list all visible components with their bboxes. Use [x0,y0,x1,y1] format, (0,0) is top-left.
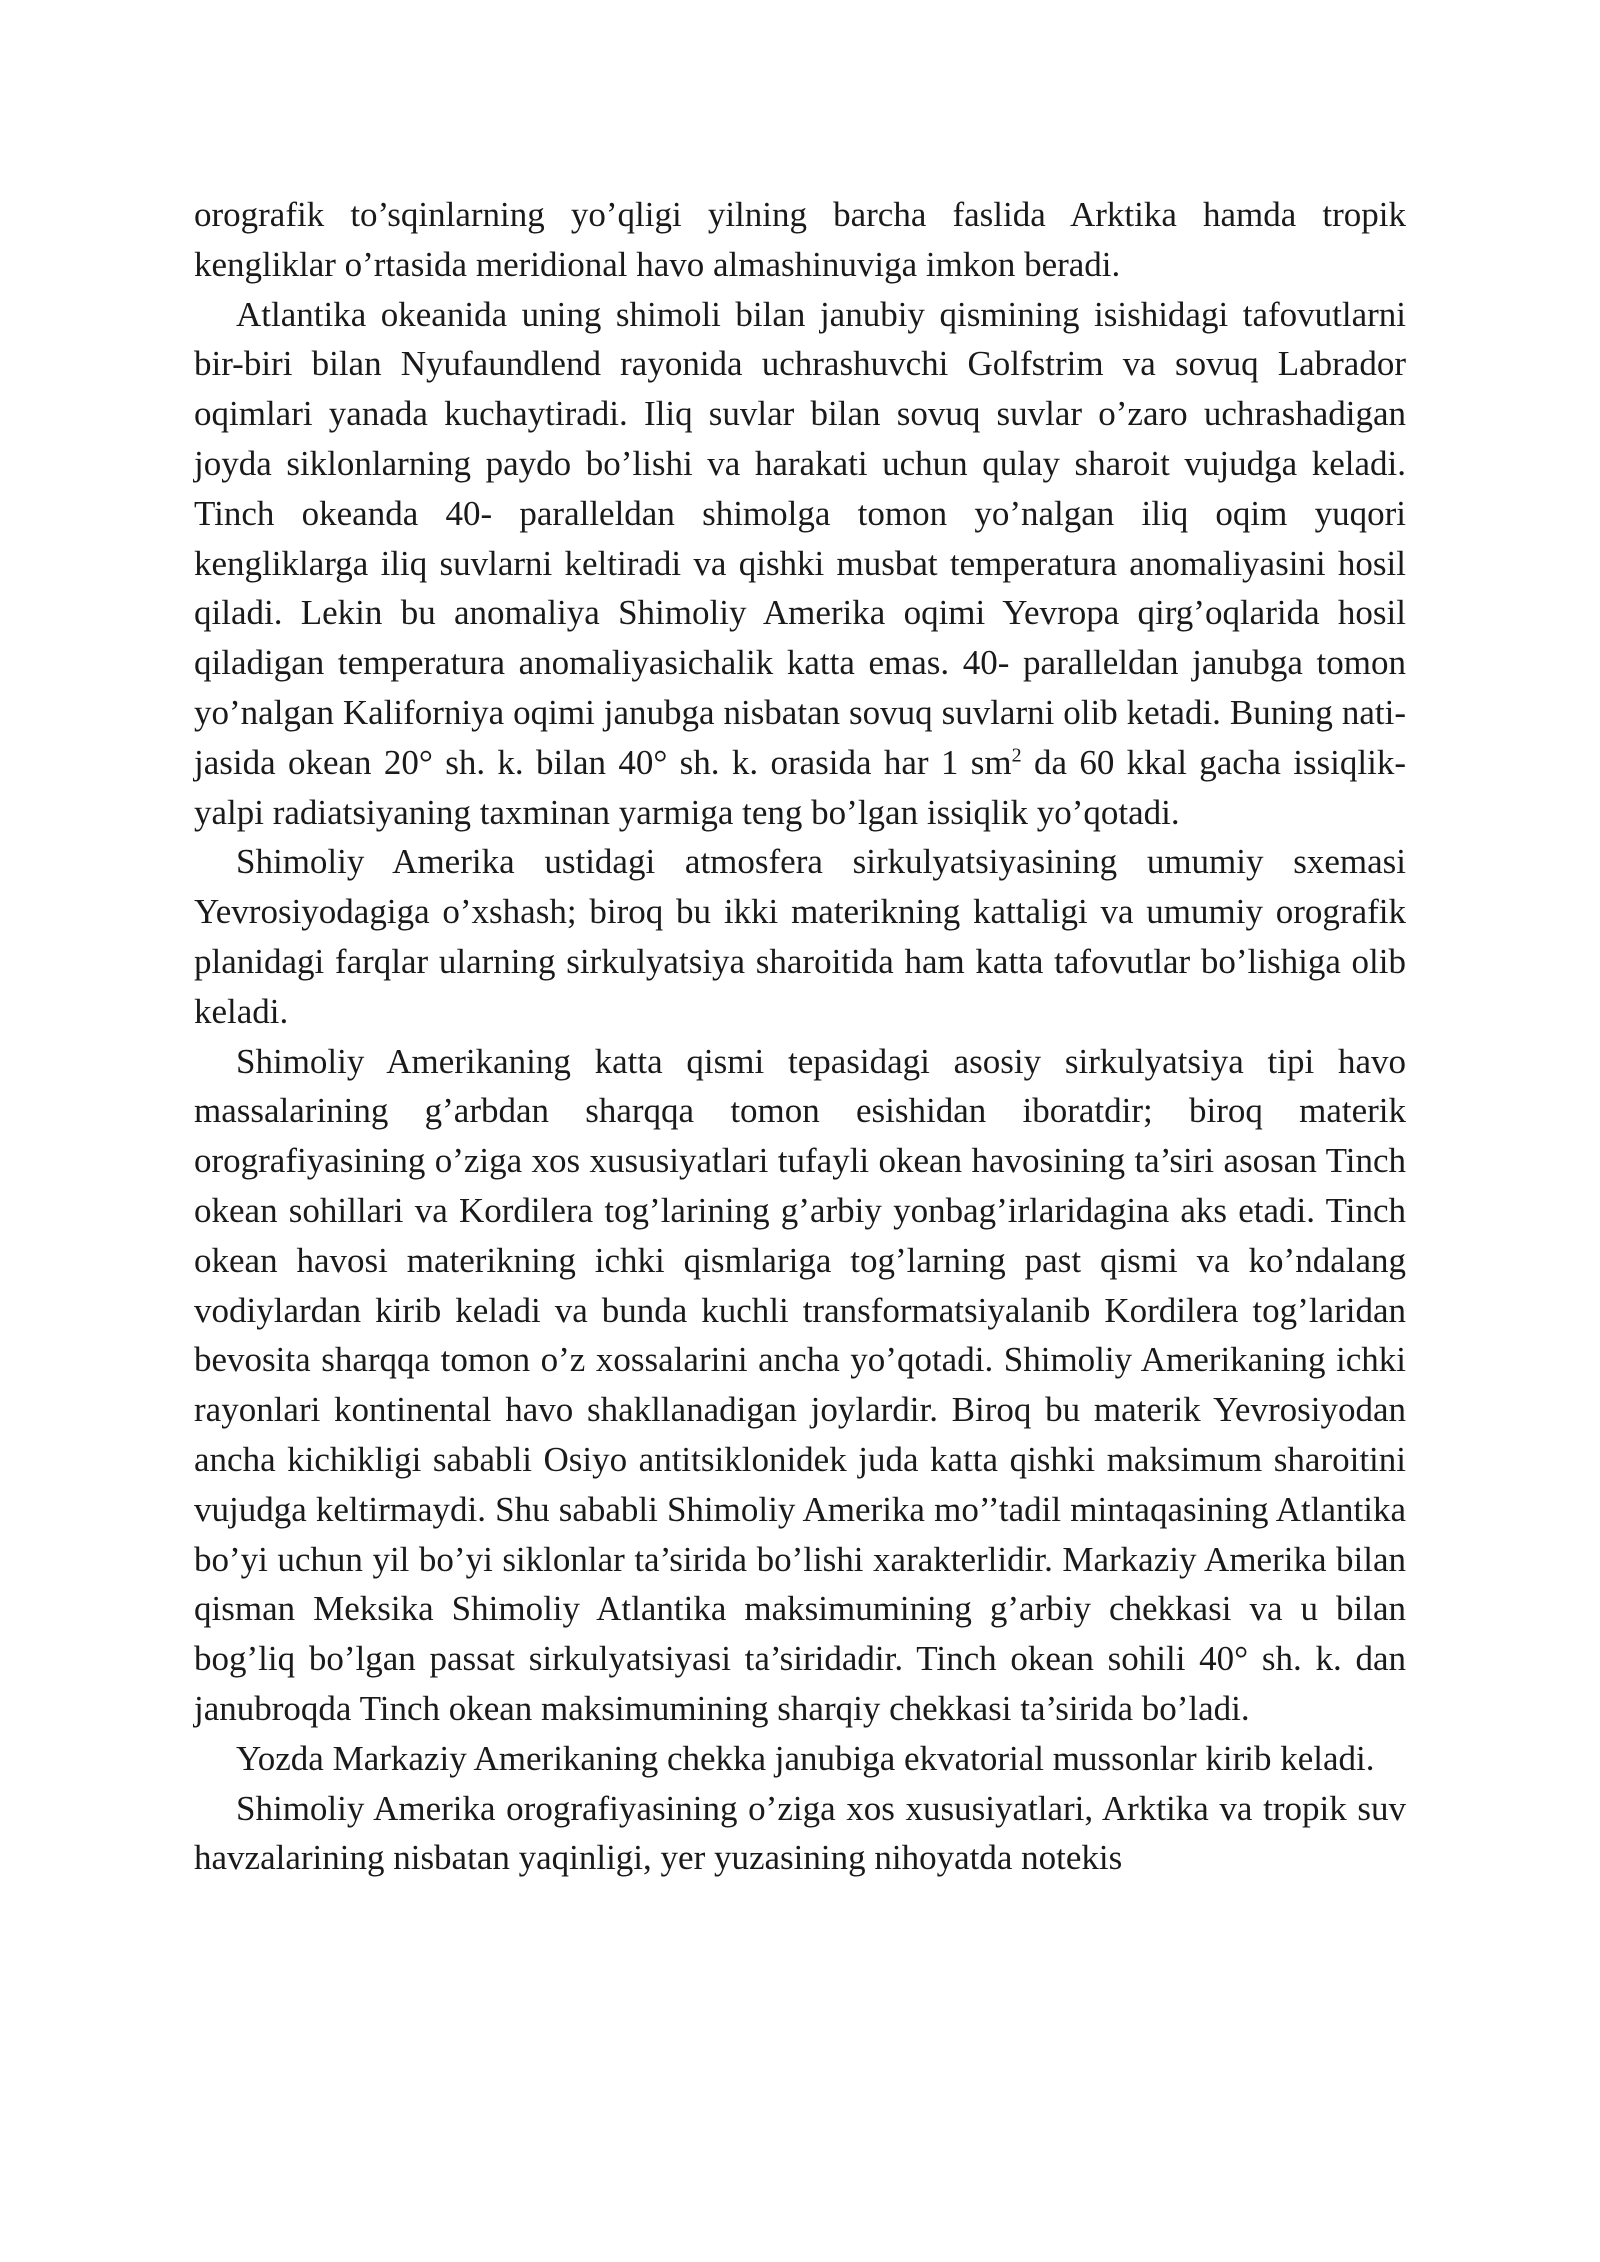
paragraph-3-text: Shimoliy Amerika ustidagi atmosfera sirkulyatsiyasining umumiy sxemasi Yevrosiyodagiga o’xshash; biroq bu ikki materikning kattaligi va umumiy orografik planidagi farqlar ularning sirkulyatsiya sharoitida ham katta tafovutlar bo’lishiga olib keladi. [194,842,1406,1031]
document-body [194,190,1406,1883]
paragraph-2-text-after: da 60 kkal gacha issiqlik-yalpi radiatsiyaning taxminan yarmiga teng bo’lgan issiqlik yo’qotadi. [194,742,1406,832]
paragraph-5 [194,1734,1406,1784]
paragraph-2 [194,290,1406,838]
paragraph-6 [194,1784,1406,1884]
superscript-exponent: 2 [1011,744,1022,767]
paragraph-5-text: Yozda Markaziy Amerikaning chekka janubiga ekvatorial mussonlar kirib keladi. [236,1738,1375,1778]
paragraph-1-text: orografik to’sqinlarning yo’qligi yilning barcha faslida Arktika hamda tropik kengliklar o’rtasida meridional havo almashinuviga imkon beradi. [194,195,1406,284]
paragraph-3 [194,837,1406,1036]
paragraph-6-text: Shimoliy Amerika orografiyasining o’ziga xos xususiyatlari, Arktika va tropik suv havzalarining nisbatan yaqinligi, yer yuzasining nihoyatda notekis [194,1788,1406,1878]
paragraph-1 [194,190,1406,290]
paragraph-4-text: Shimoliy Amerikaning katta qismi tepasidagi asosiy sirkulyatsiya tipi havo massalarining g’arbdan sharqqa tomon esishidan iboratdir; biroq materik orografiyasining o’ziga xos xususiyatlari tufayli okean havosining ta’siri asosan Tinch okean sohillari va Kordilera tog’larining g’arbiy yonbag’irlaridagina aks etadi. Tinch okean havosi materikning ichki qismlariga tog’larning past qismi va ko’ndalang vodiylardan kirib keladi va bunda kuchli transformatsiyalanib Kordilera tog’laridan bevosita sharqqa tomon o’z xossalarini ancha yo’qotadi. Shimoliy Amerikaning ichki rayonlari kontinental havo shakllanadigan joylardir. Biroq bu materik Yevrosiyodan ancha kichikligi sababli Osiyo antitsiklonidek juda katta qishki maksimum sharoitini vujudga keltirmaydi. Shu sababli Shimoliy Amerika mo’’tadil mintaqasining Atlantika bo’yi uchun yil bo’yi siklonlar ta’sirida bo’lishi xarakterlidir. Markaziy Amerika bilan qisman Meksika Shimoliy Atlantika maksimumining g’arbiy chekkasi va u bilan bog’liq bo’lgan passat sirkulyatsiyasi ta’siridadir. Tinch okean sohili 40° sh. k. dan janubroqda Tinch okean maksimumining sharqiy chekkasi ta’sirida bo’ladi. [194,1041,1406,1728]
paragraph-4 [194,1037,1406,1734]
paragraph-2-text: Atlantika okeanida uning shimoli bilan janubiy qismining isishidagi tafovutlarni bir-biri bilan Nyufaundlend rayonida uchrashuvchi Golfstrim va sovuq Labrador oqimlari yanada kuchaytiradi. Iliq suvlar bilan sovuq suvlar o’zaro uchrashadigan joyda siklonlarning paydo bo’lishi va harakati uchun qulay sharoit vujudga keladi. Tinch okeanda 40- paralleldan shimolga tomon yo’nalgan iliq oqim yuqori kengliklarga iliq suvlarni keltiradi va qishki musbat temperatura anomaliyasini hosil qiladi. Lekin bu anomaliya Shimoliy Amerika oqimi Yevropa qirg’oqlarida hosil qiladigan temperatura anomaliyasichalik katta emas. 40- paralleldan janubga tomon yo’nalgan Kaliforniya oqimi janubga nisbatan sovuq suvlarni olib ketadi. Buning nati-jasida okean 20° sh. k. bilan 40° sh. k. orasida har 1 sm [194,294,1406,782]
